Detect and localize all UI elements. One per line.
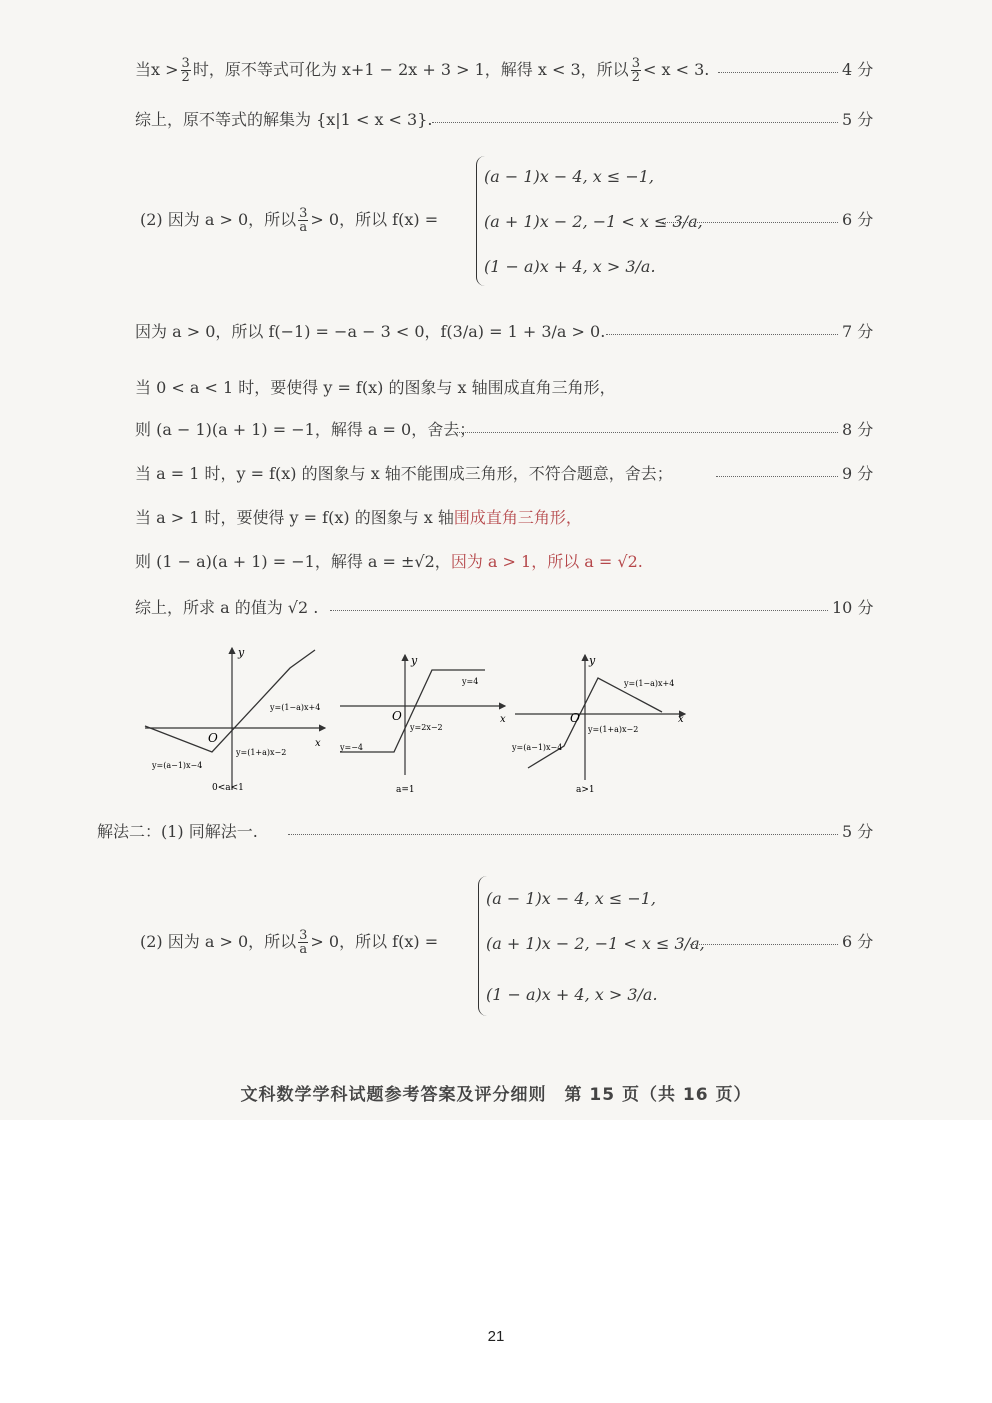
line-label-middle: y=(1+a)x−2	[588, 725, 639, 734]
score-mark: 9 分	[842, 464, 874, 483]
x-label: x	[678, 714, 684, 725]
graph-curve	[145, 650, 315, 752]
solution-line-9	[0, 542, 992, 582]
line-label-left: y=(a−1)x−4	[512, 743, 563, 752]
line-label-right: y=(1−a)x+4	[624, 679, 675, 688]
page-number: 21	[487, 1328, 505, 1345]
solution-line-2	[0, 100, 992, 140]
solution-line-10	[0, 588, 992, 628]
dot-leader	[662, 222, 838, 223]
solution-line-6	[0, 410, 992, 450]
function-graphs	[140, 640, 690, 810]
line-label-bottom: y=−4	[340, 743, 364, 752]
score-mark: 4 分	[842, 60, 874, 79]
line-2-text: 综上，原不等式的解集为 {x|1 < x < 3}.	[135, 110, 433, 129]
graph-caption: 0<a<1	[212, 783, 244, 793]
line-8-text: 当 a > 1 时，要使得 y = f(x) 的图象与 x 轴围成直角三角形，	[135, 508, 582, 527]
line-1-text: 当x > $\frac{3}{2}$ 时，原不等式可化为 x+1 − 2x + 3 > 1，解得 x < 3，所以 $\frac{3}{2}$ < x < 3.	[135, 56, 710, 85]
graph-0-lt-a-lt-1	[145, 646, 325, 793]
case-1: (a − 1)x − 4, x ≤ −1,	[486, 889, 657, 908]
page-footer: 文科数学学科试题参考答案及评分细则 第 15 页（共 16 页）	[240, 1085, 752, 1105]
line-label-left: y=(a−1)x−4	[152, 761, 203, 770]
solution-line-8	[0, 498, 992, 538]
score-mark: 8 分	[842, 420, 874, 439]
graph-caption: a>1	[576, 785, 595, 795]
y-label: y	[411, 654, 418, 667]
dot-leader	[606, 334, 838, 335]
line-5-text: 当 0 < a < 1 时，要使得 y = f(x) 的图象与 x 轴围成直角三角形，	[135, 378, 616, 397]
graph-a-gt-1	[511, 654, 685, 795]
dot-leader	[690, 944, 838, 945]
line-4-text: 因为 a > 0，所以 f(−1) = −a − 3 < 0，f(3/a) = 1 + 3/a > 0.	[135, 322, 606, 341]
score-mark: 6 分	[842, 210, 874, 229]
score-mark: 7 分	[842, 322, 874, 341]
graph-curve	[528, 678, 662, 768]
line-label-middle: y=(1+a)x−2	[236, 748, 287, 757]
method-2-line	[0, 812, 992, 852]
score-mark: 5 分	[842, 110, 874, 129]
x-label: x	[500, 714, 506, 725]
case-2: (a + 1)x − 2, −1 < x ≤ 3/a,	[484, 212, 703, 231]
line-label-right: y=(1−a)x+4	[270, 703, 321, 712]
origin-label: O	[392, 709, 402, 723]
score-mark: 5 分	[842, 822, 874, 841]
origin-label: O	[570, 711, 580, 725]
graph-caption: a=1	[396, 785, 415, 795]
line-7-text: 当 a = 1 时，y = f(x) 的图象与 x 轴不能围成三角形，不符合题意，舍去；	[135, 464, 673, 483]
graph-a-eq-1	[339, 654, 506, 795]
piecewise-block-1	[0, 150, 992, 300]
y-label: y	[238, 646, 245, 659]
x-label: x	[315, 738, 321, 749]
line-6-text: 则 (a − 1)(a + 1) = −1，解得 a = 0，舍去；	[135, 420, 476, 439]
solution-line-7	[0, 454, 992, 494]
dot-leader	[330, 610, 828, 611]
piecewise-block-2	[0, 870, 992, 1025]
dot-leader	[432, 122, 838, 123]
dot-leader	[716, 476, 838, 477]
case-3: (1 − a)x + 4, x > 3/a.	[484, 257, 656, 276]
score-mark: 6 分	[842, 932, 874, 951]
solution-line-5	[0, 368, 992, 408]
method-2-text: 解法二：(1) 同解法一.	[97, 822, 258, 841]
case-2: (a + 1)x − 2, −1 < x ≤ 3/a,	[486, 934, 705, 953]
case-3: (1 − a)x + 4, x > 3/a.	[486, 985, 658, 1004]
solution-line-1	[0, 50, 992, 90]
solution-line-4	[0, 312, 992, 352]
y-label: y	[589, 654, 596, 667]
dot-leader	[288, 834, 838, 835]
piecewise-lead: (2) 因为 a > 0，所以 $\frac{3}{a}$ > 0，所以 f(x) =	[140, 206, 439, 235]
origin-label: O	[208, 731, 218, 745]
line-9-text: 则 (1 − a)(a + 1) = −1，解得 a = ±√2，因为 a > 1，所以 a = √2.	[135, 552, 643, 571]
score-mark: 10 分	[832, 598, 874, 617]
case-1: (a − 1)x − 4, x ≤ −1,	[484, 167, 655, 186]
line-label-middle: y=2x−2	[410, 723, 443, 732]
line-10-text: 综上，所求 a 的值为 √2 .	[135, 598, 319, 617]
piecewise-lead: (2) 因为 a > 0，所以 $\frac{3}{a}$ > 0，所以 f(x) =	[140, 928, 439, 957]
line-label-top: y=4	[462, 677, 479, 686]
dot-leader	[718, 72, 838, 73]
dot-leader	[455, 432, 838, 433]
